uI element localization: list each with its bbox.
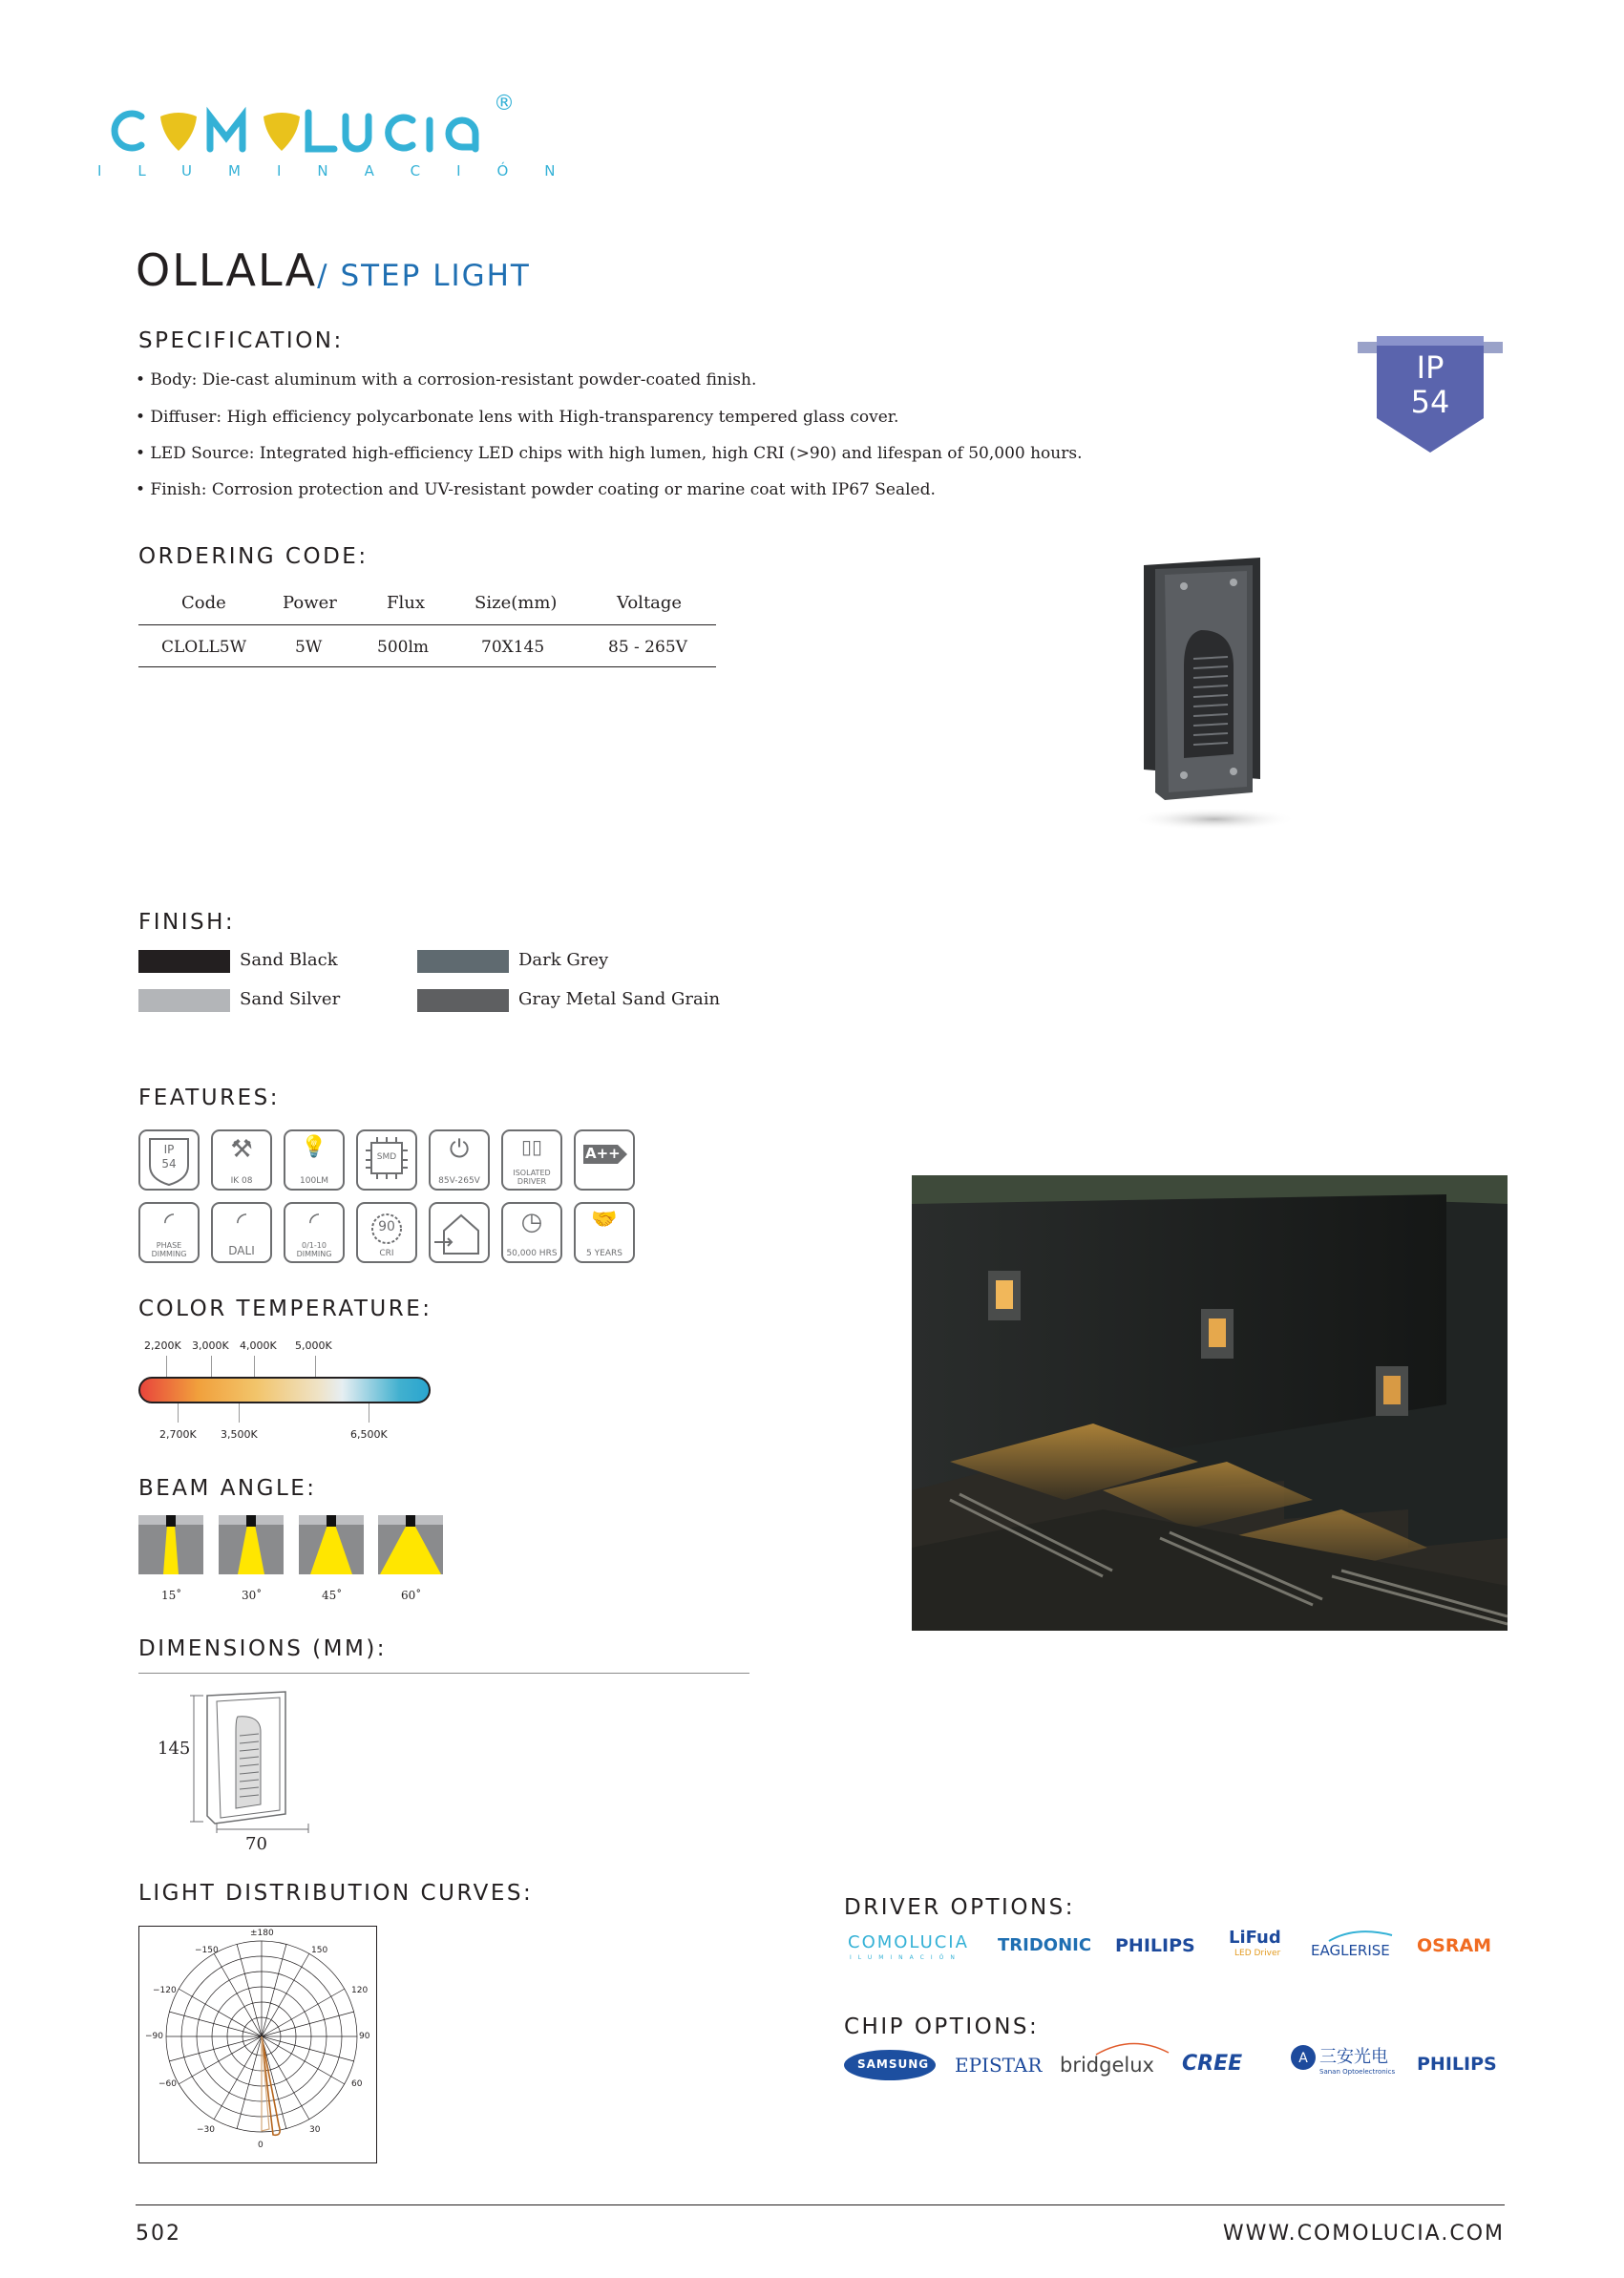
polar-label: 30 bbox=[309, 2125, 321, 2135]
table-cell: 500lm bbox=[377, 638, 430, 657]
dimension-width: 70 bbox=[245, 1834, 267, 1854]
logo-wordmark bbox=[95, 95, 516, 162]
feature-label: IK 08 bbox=[230, 1176, 253, 1186]
bulb-glyph: 💡 bbox=[301, 1135, 327, 1159]
dimension-height: 145 bbox=[158, 1739, 191, 1759]
cct-tick bbox=[254, 1356, 255, 1377]
dimming-0-10-glyph: ◜ bbox=[308, 1208, 320, 1236]
phase-dimming-glyph: ◜ bbox=[163, 1208, 175, 1236]
ordering-table bbox=[138, 590, 716, 666]
finish-label: Sand Silver bbox=[240, 989, 341, 1009]
cct-tick bbox=[211, 1356, 212, 1377]
beam-angle-label: 15˚ bbox=[161, 1589, 182, 1602]
feature-label: SMD bbox=[376, 1152, 397, 1162]
chip-brand-sanan-sub: Sanan Optoelectronics bbox=[1319, 2068, 1396, 2076]
beam-angle-label: 60˚ bbox=[401, 1589, 422, 1602]
house-icon bbox=[429, 1202, 490, 1263]
cri-value: 90 bbox=[378, 1219, 395, 1234]
table-cell: 70X145 bbox=[481, 638, 545, 657]
finish-swatch-dark-grey bbox=[417, 950, 509, 973]
feature-label: CRI bbox=[379, 1249, 394, 1258]
spec-item: • Body: Die-cast aluminum with a corrosion-resistant powder-coated finish. bbox=[136, 370, 757, 390]
ip-badge-line2: 54 bbox=[1410, 384, 1450, 420]
cct-top-label: 2,200K bbox=[144, 1339, 181, 1352]
beam-angle-label: 30˚ bbox=[242, 1589, 263, 1602]
product-image bbox=[1127, 554, 1298, 840]
smd-chip-icon bbox=[356, 1129, 417, 1191]
chip-brand-epistar: EPISTAR bbox=[955, 2054, 1043, 2077]
logo bbox=[95, 92, 592, 191]
finish-swatch-sand-black bbox=[138, 950, 230, 973]
cct-tick bbox=[239, 1403, 240, 1423]
chip-brand-bridgelux: bridgelux bbox=[1060, 2054, 1154, 2077]
website-link[interactable]: WWW.COMOLUCIA.COM bbox=[1222, 2222, 1505, 2246]
polar-label: 0 bbox=[258, 2141, 264, 2150]
cct-tick bbox=[166, 1356, 167, 1377]
finish-label: Dark Grey bbox=[518, 950, 609, 970]
dimensions-heading: DIMENSIONS (MM): bbox=[138, 1636, 388, 1661]
driver-brand-eaglerise: EAGLERISE bbox=[1311, 1942, 1390, 1959]
feature-label: 100LM bbox=[300, 1176, 328, 1186]
ordering-heading: ORDERING CODE: bbox=[138, 544, 369, 569]
impact-glyph: ⚒ bbox=[230, 1135, 253, 1164]
polar-label: 150 bbox=[311, 1946, 328, 1955]
page-title bbox=[136, 244, 531, 296]
impact-icon bbox=[211, 1129, 272, 1191]
bulb-icon bbox=[284, 1129, 345, 1191]
chip-brand-cree: CREE bbox=[1182, 2052, 1243, 2076]
driver-brand-osram: OSRAM bbox=[1417, 1935, 1492, 1956]
driver-brand-lifud-sub: LED Driver bbox=[1234, 1949, 1281, 1958]
finish-swatch-sand-silver bbox=[138, 989, 230, 1012]
table-divider bbox=[138, 624, 716, 625]
product-category: / STEP LIGHT bbox=[317, 259, 531, 293]
spec-item: • LED Source: Integrated high-efficiency LED chips with high lumen, high CRI (>90) and lifespan of 50,000 hours. bbox=[136, 444, 1083, 463]
polar-label: 120 bbox=[351, 1986, 369, 1995]
feature-ip-value: 54 bbox=[161, 1157, 177, 1171]
table-cell: 85 - 265V bbox=[608, 638, 687, 657]
polar-label: −150 bbox=[195, 1946, 219, 1955]
cct-bottom-label: 3,500K bbox=[221, 1428, 258, 1441]
polar-label: ±180 bbox=[250, 1929, 274, 1938]
finish-label: Gray Metal Sand Grain bbox=[518, 989, 721, 1009]
table-header: Size(mm) bbox=[475, 593, 558, 613]
finish-label: Sand Black bbox=[240, 950, 338, 970]
table-cell: CLOLL5W bbox=[161, 638, 247, 657]
dimming-0-10-icon bbox=[284, 1202, 345, 1263]
feature-label: DALI bbox=[228, 1244, 255, 1257]
energy-class-text: A++ bbox=[585, 1145, 621, 1162]
table-header: Code bbox=[181, 593, 226, 613]
beam-angle-label: 45˚ bbox=[322, 1589, 343, 1602]
energy-class-icon bbox=[574, 1129, 635, 1191]
cct-top-label: 3,000K bbox=[192, 1339, 229, 1352]
bridgelux-arc-icon bbox=[1094, 2037, 1171, 2057]
plug-glyph: ⏻ bbox=[449, 1135, 470, 1164]
table-header: Power bbox=[283, 593, 337, 613]
polar-label: 60 bbox=[351, 2079, 363, 2089]
cct-gradient-bar bbox=[138, 1377, 431, 1403]
feature-label: 5 YEARS bbox=[586, 1249, 622, 1258]
table-cell: 5W bbox=[295, 638, 323, 657]
cri-icon bbox=[356, 1202, 417, 1263]
cct-tick bbox=[315, 1356, 316, 1377]
logo-registered-mark: ® bbox=[494, 92, 515, 116]
polar-label: −90 bbox=[145, 2032, 163, 2041]
dali-glyph: ◜ bbox=[236, 1208, 247, 1236]
ip54-badge bbox=[1354, 325, 1507, 458]
plug-icon bbox=[429, 1129, 490, 1191]
installation-photo bbox=[912, 1175, 1508, 1631]
driver-brand-philips: PHILIPS bbox=[1115, 1935, 1195, 1956]
finish-heading: FINISH: bbox=[138, 910, 236, 935]
feature-ip-text: IP bbox=[163, 1143, 175, 1156]
cct-bottom-label: 2,700K bbox=[159, 1428, 197, 1441]
table-header: Voltage bbox=[617, 593, 683, 613]
beam-60-diagram bbox=[378, 1515, 443, 1574]
beam-15-diagram bbox=[138, 1515, 203, 1574]
color-temperature-heading: COLOR TEMPERATURE: bbox=[138, 1297, 432, 1321]
spec-item: • Finish: Corrosion protection and UV-resistant powder coating or marine coat with IP67 Sealed. bbox=[136, 480, 936, 499]
driver-brand-lifud: LiFud bbox=[1229, 1928, 1281, 1948]
product-name: OLLALA bbox=[136, 244, 318, 296]
feature-label: ISOLATED DRIVER bbox=[513, 1169, 551, 1186]
finish-swatch-gray-metal bbox=[417, 989, 509, 1012]
specification-heading: SPECIFICATION: bbox=[138, 328, 344, 353]
shield-ip-icon bbox=[138, 1129, 200, 1191]
chip-brand-philips: PHILIPS bbox=[1417, 2054, 1497, 2075]
driver-options-heading: DRIVER OPTIONS: bbox=[844, 1895, 1075, 1920]
handshake-glyph: 🤝 bbox=[591, 1208, 618, 1232]
polar-label: −120 bbox=[153, 1986, 177, 1995]
feature-label: PHASE DIMMING bbox=[151, 1241, 187, 1258]
beam-30-diagram bbox=[219, 1515, 284, 1574]
cct-bottom-label: 6,500K bbox=[350, 1428, 388, 1441]
isolated-driver-glyph: ▯▯ bbox=[520, 1135, 542, 1158]
beam-angle-heading: BEAM ANGLE: bbox=[138, 1476, 317, 1501]
polar-label: −60 bbox=[158, 2079, 177, 2089]
driver-brand-tridonic: TRIDONIC bbox=[998, 1935, 1092, 1955]
spec-item: • Diffuser: High efficiency polycarbonate lens with High-transparency tempered glass cover. bbox=[136, 408, 899, 427]
polar-label: 90 bbox=[359, 2032, 370, 2041]
beam-45-diagram bbox=[299, 1515, 364, 1574]
phase-dimming-icon bbox=[138, 1202, 200, 1263]
eaglerise-swoosh-icon bbox=[1327, 1928, 1394, 1943]
page-number: 502 bbox=[136, 2222, 181, 2246]
logo-tagline: ILUMINACIÓN bbox=[97, 162, 592, 179]
dimensions-rule bbox=[138, 1673, 749, 1674]
chip-options-heading: CHIP OPTIONS: bbox=[844, 2014, 1040, 2039]
cct-top-label: 4,000K bbox=[240, 1339, 277, 1352]
footer-rule bbox=[136, 2204, 1505, 2205]
dali-icon bbox=[211, 1202, 272, 1263]
chip-brand-samsung: SAMSUNG bbox=[857, 2057, 930, 2071]
ip-badge-line1: IP bbox=[1416, 349, 1445, 386]
clock-glyph: ◷ bbox=[520, 1208, 543, 1236]
sanan-logo-icon bbox=[1289, 2043, 1318, 2072]
feature-label: 85V-265V bbox=[438, 1176, 480, 1186]
chip-brand-sanan: 三安光电 bbox=[1319, 2047, 1388, 2067]
svg-text:A: A bbox=[1298, 2051, 1308, 2066]
polar-label: −30 bbox=[197, 2125, 215, 2135]
table-header: Flux bbox=[387, 593, 425, 613]
features-heading: FEATURES: bbox=[138, 1086, 280, 1110]
dimension-drawing bbox=[186, 1690, 329, 1833]
cct-top-label: 5,000K bbox=[295, 1339, 332, 1352]
warranty-handshake-icon bbox=[574, 1202, 635, 1263]
polar-diagram bbox=[138, 1926, 377, 2163]
table-bottom-rule bbox=[138, 666, 716, 667]
isolated-driver-icon bbox=[501, 1129, 562, 1191]
driver-brand-comolucia-tagline: ILUMINACIÓN bbox=[850, 1954, 961, 1961]
feature-label: 50,000 HRS bbox=[506, 1249, 558, 1258]
light-distribution-heading: LIGHT DISTRIBUTION CURVES: bbox=[138, 1881, 534, 1906]
driver-brand-comolucia: COMOLUCIA bbox=[848, 1932, 969, 1952]
cct-tick bbox=[178, 1403, 179, 1423]
lifespan-clock-icon bbox=[501, 1202, 562, 1263]
feature-label: 0/1-10 DIMMING bbox=[296, 1241, 332, 1258]
